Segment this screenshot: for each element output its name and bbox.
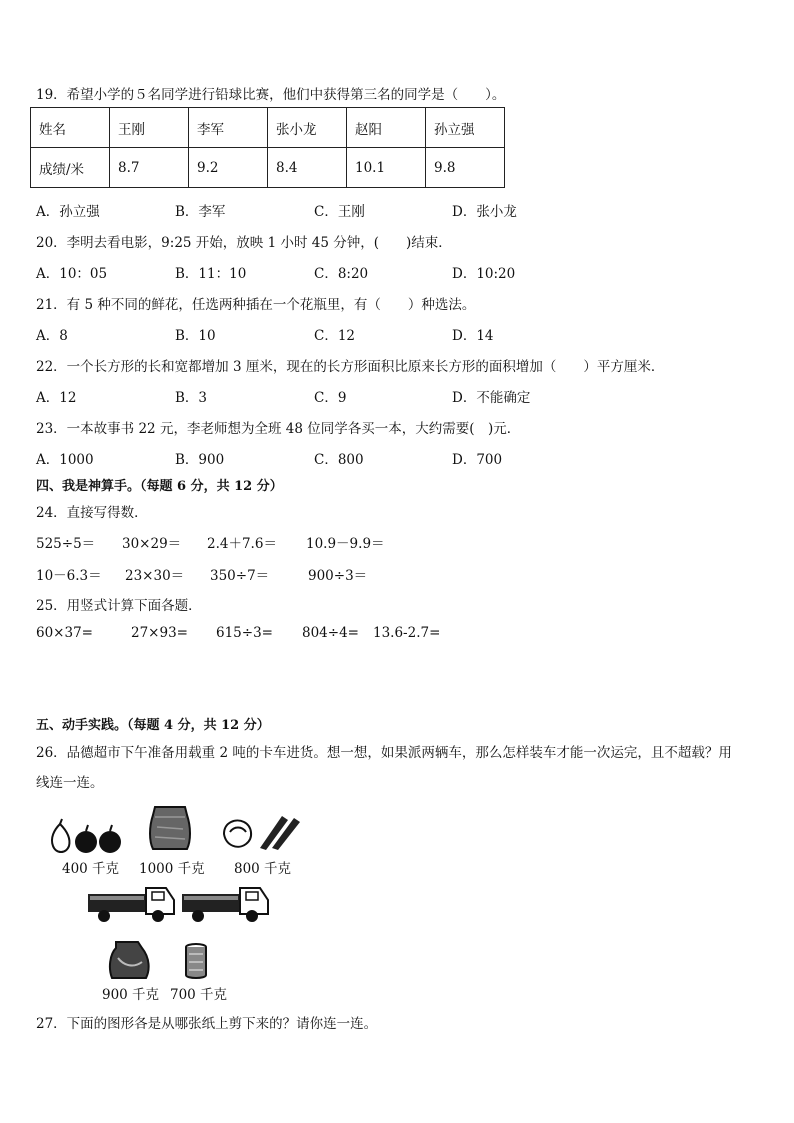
option-d[interactable]: D．张小龙 <box>452 204 517 220</box>
option-b[interactable]: B．11：10 <box>175 266 247 282</box>
options-23 <box>36 448 736 466</box>
table-cell: 10.1 <box>347 148 426 188</box>
calc-item: 804÷4= <box>302 625 359 641</box>
fruit-icon <box>48 816 126 856</box>
calc-item: 13.6-2.7= <box>373 625 441 641</box>
table-row <box>31 108 505 148</box>
option-d[interactable]: D．14 <box>452 328 494 344</box>
question-27: 27．下面的图形各是从哪张纸上剪下来的？请你连一连。 <box>36 1016 378 1032</box>
calc-item: 10－6.3＝ <box>36 568 102 584</box>
vegetables-icon <box>220 812 304 852</box>
calc-item: 23×30＝ <box>125 568 185 584</box>
weight-label: 800 千克 <box>234 861 292 877</box>
option-a[interactable]: A．1000 <box>36 452 94 468</box>
options-21 <box>36 324 736 342</box>
table-cell: 李军 <box>189 108 268 148</box>
option-b[interactable]: B．3 <box>175 390 208 406</box>
calc-item: 900÷3＝ <box>308 568 368 584</box>
bag-icon <box>108 940 152 980</box>
table-cell: 孙立强 <box>426 108 505 148</box>
calc-item: 60×37= <box>36 625 93 641</box>
question-21: 21．有 5 种不同的鲜花，任选两种插在一个花瓶里，有（ ）种选法。 <box>36 297 476 313</box>
option-c[interactable]: C．12 <box>314 328 356 344</box>
option-d[interactable]: D．不能确定 <box>452 390 531 406</box>
weight-label: 700 千克 <box>170 987 228 1003</box>
weight-label: 1000 千克 <box>139 861 205 877</box>
calc-item: 2.4＋7.6＝ <box>207 536 277 552</box>
calc-item: 27×93= <box>131 625 188 641</box>
option-a[interactable]: A．孙立强 <box>36 204 100 220</box>
calc-item: 615÷3= <box>216 625 273 641</box>
table-cell: 姓名 <box>31 108 110 148</box>
options-19 <box>36 200 736 218</box>
table-cell: 赵阳 <box>347 108 426 148</box>
option-b[interactable]: B．10 <box>175 328 216 344</box>
option-c[interactable]: C．8:20 <box>314 266 369 282</box>
option-b[interactable]: B．李军 <box>175 204 226 220</box>
table-cell: 成绩/米 <box>31 148 110 188</box>
option-a[interactable]: A．8 <box>36 328 68 344</box>
calc-item: 30×29＝ <box>122 536 182 552</box>
table-cell: 8.4 <box>268 148 347 188</box>
table-cell: 张小龙 <box>268 108 347 148</box>
option-c[interactable]: C．800 <box>314 452 364 468</box>
calc-item: 350÷7＝ <box>210 568 270 584</box>
question-23: 23．一本故事书 22 元，李老师想为全班 48 位同学各买一本，大约需要( )元． <box>36 421 521 437</box>
table-cell: 8.7 <box>110 148 189 188</box>
option-a[interactable]: A．10：05 <box>36 266 108 282</box>
option-d[interactable]: D．700 <box>452 452 503 468</box>
options-20 <box>36 262 736 280</box>
section-5-heading: 五、动手实践。（每题 4 分，共 12 分） <box>36 718 270 733</box>
option-c[interactable]: C．王刚 <box>314 204 365 220</box>
option-d[interactable]: D．10:20 <box>452 266 516 282</box>
question-24: 24．直接写得数． <box>36 505 148 521</box>
option-c[interactable]: C．9 <box>314 390 347 406</box>
calc-item: 10.9－9.9＝ <box>306 536 385 552</box>
section-4-heading: 四、我是神算手。（每题 6 分，共 12 分） <box>36 479 283 494</box>
question-26-line2: 线连一连。 <box>36 775 104 791</box>
truck-icon[interactable] <box>180 884 270 926</box>
sack-icon <box>147 803 193 853</box>
weight-label: 400 千克 <box>62 861 120 877</box>
truck-icon[interactable] <box>86 884 176 926</box>
option-b[interactable]: B．900 <box>175 452 225 468</box>
question-26-line1: 26．品德超市下午准备用载重 2 吨的卡车进货。想一想，如果派两辆车，那么怎样装车才能一次运完，且不超载？用 <box>36 745 732 761</box>
question-25: 25．用竖式计算下面各题． <box>36 598 202 614</box>
question-19: 19．希望小学的５名同学进行铅球比赛，他们中获得第三名的同学是（ ）。 <box>36 87 506 103</box>
shotput-table <box>30 107 505 188</box>
table-row <box>31 148 505 188</box>
weight-label: 900 千克 <box>102 987 160 1003</box>
option-a[interactable]: A．12 <box>36 390 77 406</box>
barrel-icon <box>183 942 209 980</box>
table-cell: 9.8 <box>426 148 505 188</box>
question-20: 20．李明去看电影，9:25 开始，放映 1 小时 45 分钟，( )结束． <box>36 235 452 251</box>
calc-item: 525÷5＝ <box>36 536 96 552</box>
table-cell: 9.2 <box>189 148 268 188</box>
options-22 <box>36 386 736 404</box>
table-cell: 王刚 <box>110 108 189 148</box>
question-22: 22．一个长方形的长和宽都增加 3 厘米，现在的长方形面积比原来长方形的面积增加（ ）平方厘米． <box>36 359 665 375</box>
